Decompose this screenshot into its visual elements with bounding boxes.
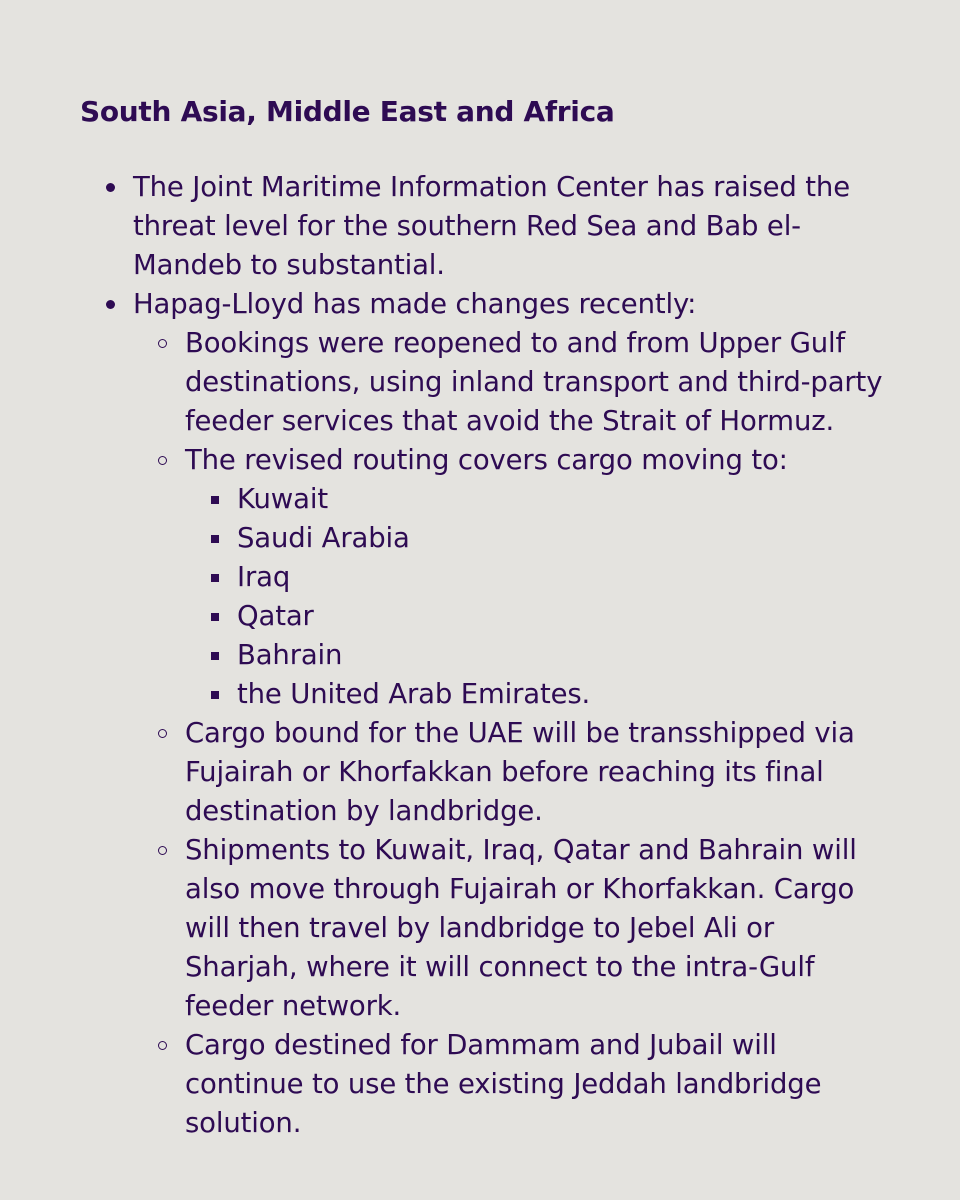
country-item bbox=[0, 675, 917, 714]
list-item-text: Hapag-Lloyd has made changes recently: bbox=[133, 288, 697, 320]
country-label: Saudi Arabia bbox=[237, 522, 410, 554]
sub-item-bookings bbox=[0, 324, 885, 441]
sub-item-shipments bbox=[0, 831, 885, 1026]
bullet-square-icon bbox=[211, 558, 219, 597]
bullet-square-icon bbox=[211, 519, 219, 558]
country-label: Kuwait bbox=[237, 483, 328, 515]
bullet-list bbox=[0, 168, 960, 1143]
list-item-text: Shipments to Kuwait, Iraq, Qatar and Bahrain will also move through Fujairah or Khorfakkan. Cargo will then travel by landbridge to Jebel Ali or Sharjah, where it will connect to the intra-Gulf feeder network. bbox=[185, 834, 857, 1022]
section-heading: South Asia, Middle East and Africa bbox=[80, 95, 615, 128]
bullet-dot-icon bbox=[106, 168, 115, 207]
list-item-text: Cargo destined for Dammam and Jubail will continue to use the existing Jeddah landbridge solution. bbox=[185, 1029, 822, 1139]
country-label: Bahrain bbox=[237, 639, 343, 671]
bullet-square-icon bbox=[211, 636, 219, 675]
bullet-square-icon bbox=[211, 480, 219, 519]
sub-item-uae bbox=[0, 714, 885, 831]
list-item-jmic bbox=[0, 168, 893, 285]
country-label: Qatar bbox=[237, 600, 314, 632]
bullet-ring-icon bbox=[158, 1026, 167, 1065]
country-item bbox=[0, 636, 917, 675]
country-item bbox=[0, 480, 917, 519]
country-item bbox=[0, 597, 917, 636]
bullet-ring-icon bbox=[158, 441, 167, 480]
country-label: Iraq bbox=[237, 561, 291, 593]
list-item-text: The revised routing covers cargo moving to: bbox=[185, 444, 788, 476]
list-item-text: The Joint Maritime Information Center has raised the threat level for the southern Red Sea and Bab el-Mandeb to substantial. bbox=[133, 171, 850, 281]
sub-item-dammam bbox=[0, 1026, 885, 1143]
country-label: the United Arab Emirates. bbox=[237, 678, 591, 710]
country-item bbox=[0, 519, 917, 558]
bullet-ring-icon bbox=[158, 831, 167, 870]
bullet-dot-icon bbox=[106, 285, 115, 324]
sub-item-routing bbox=[0, 441, 885, 480]
list-item-text: Bookings were reopened to and from Upper Gulf destinations, using inland transport and third-party feeder services that avoid the Strait of Hormuz. bbox=[185, 327, 883, 437]
bullet-square-icon bbox=[211, 597, 219, 636]
country-item bbox=[0, 558, 917, 597]
list-item-hapag-lloyd bbox=[0, 285, 893, 324]
bullet-square-icon bbox=[211, 675, 219, 714]
bullet-ring-icon bbox=[158, 714, 167, 753]
list-item-text: Cargo bound for the UAE will be transshipped via Fujairah or Khorfakkan before reaching its final destination by landbridge. bbox=[185, 717, 855, 827]
bullet-ring-icon bbox=[158, 324, 167, 363]
